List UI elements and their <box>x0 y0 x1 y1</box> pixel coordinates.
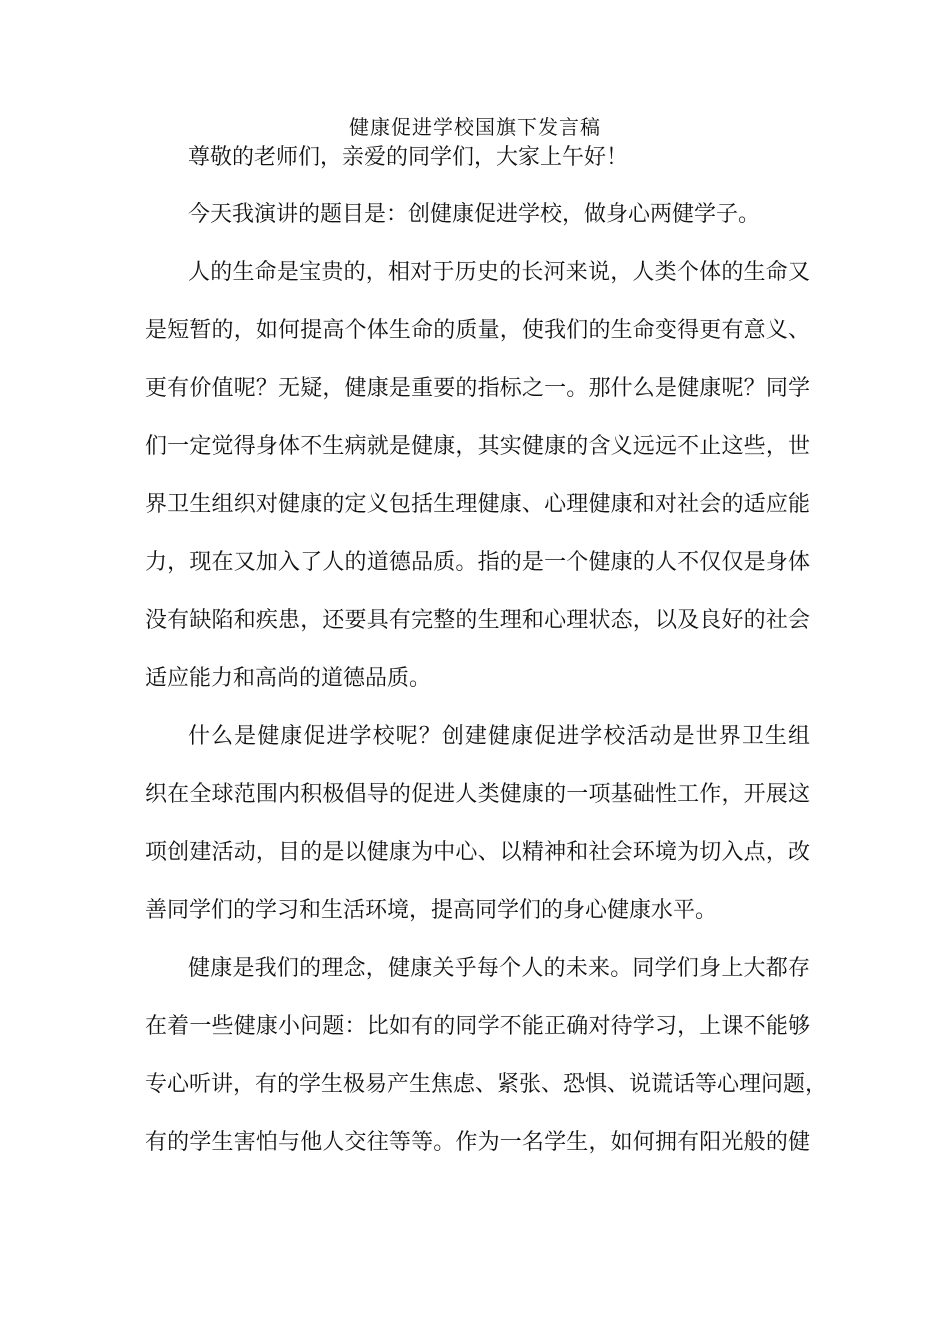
paragraph-1-line-3: 更有价值呢？无疑，健康是重要的指标之一。那什么是健康呢？同学 <box>145 376 810 401</box>
paragraph-3-line-4: 有的学生害怕与他人交往等等。作为一名学生，如何拥有阳光般的健 <box>145 1130 810 1155</box>
paragraph-2-line-4: 善同学们的学习和生活环境，提高同学们的身心健康水平。 <box>145 898 718 923</box>
paragraph-3-line-3: 专心听讲，有的学生极易产生焦虑、紧张、恐惧、说谎话等心理问题， <box>145 1072 828 1097</box>
document-title: 健康促进学校国旗下发言稿 <box>349 115 601 139</box>
paragraph-2-line-3: 项创建活动，目的是以健康为中心、以精神和社会环境为切入点，改 <box>145 840 810 865</box>
paragraph-1-line-6: 力，现在又加入了人的道德品质。指的是一个健康的人不仅仅是身体 <box>145 550 810 575</box>
paragraph-1-line-1: 人的生命是宝贵的，相对于历史的长河来说，人类个体的生命又 <box>188 260 810 285</box>
greeting-line: 尊敬的老师们，亲爱的同学们，大家上午好！ <box>188 145 629 170</box>
paragraph-2-line-2: 织在全球范围内积极倡导的促进人类健康的一项基础性工作，开展这 <box>145 782 810 807</box>
paragraph-1-line-7: 没有缺陷和疾患，还要具有完整的生理和心理状态，以及良好的社会 <box>145 608 810 633</box>
paragraph-3-line-1: 健康是我们的理念，健康关乎每个人的未来。同学们身上大都存 <box>188 956 810 981</box>
paragraph-2-line-1: 什么是健康促进学校呢？创建健康促进学校活动是世界卫生组 <box>188 724 810 749</box>
paragraph-1-line-5: 界卫生组织对健康的定义包括生理健康、心理健康和对社会的适应能 <box>145 492 810 517</box>
topic-line: 今天我演讲的题目是：创健康促进学校，做身心两健学子。 <box>188 202 761 227</box>
paragraph-1-line-4: 们一定觉得身体不生病就是健康，其实健康的含义远远不止这些，世 <box>145 434 810 459</box>
paragraph-3-line-2: 在着一些健康小问题：比如有的同学不能正确对待学习，上课不能够 <box>145 1014 810 1039</box>
paragraph-1-line-2: 是短暂的，如何提高个体生命的质量，使我们的生命变得更有意义、 <box>145 318 810 343</box>
paragraph-1-line-8: 适应能力和高尚的道德品质。 <box>145 666 432 691</box>
